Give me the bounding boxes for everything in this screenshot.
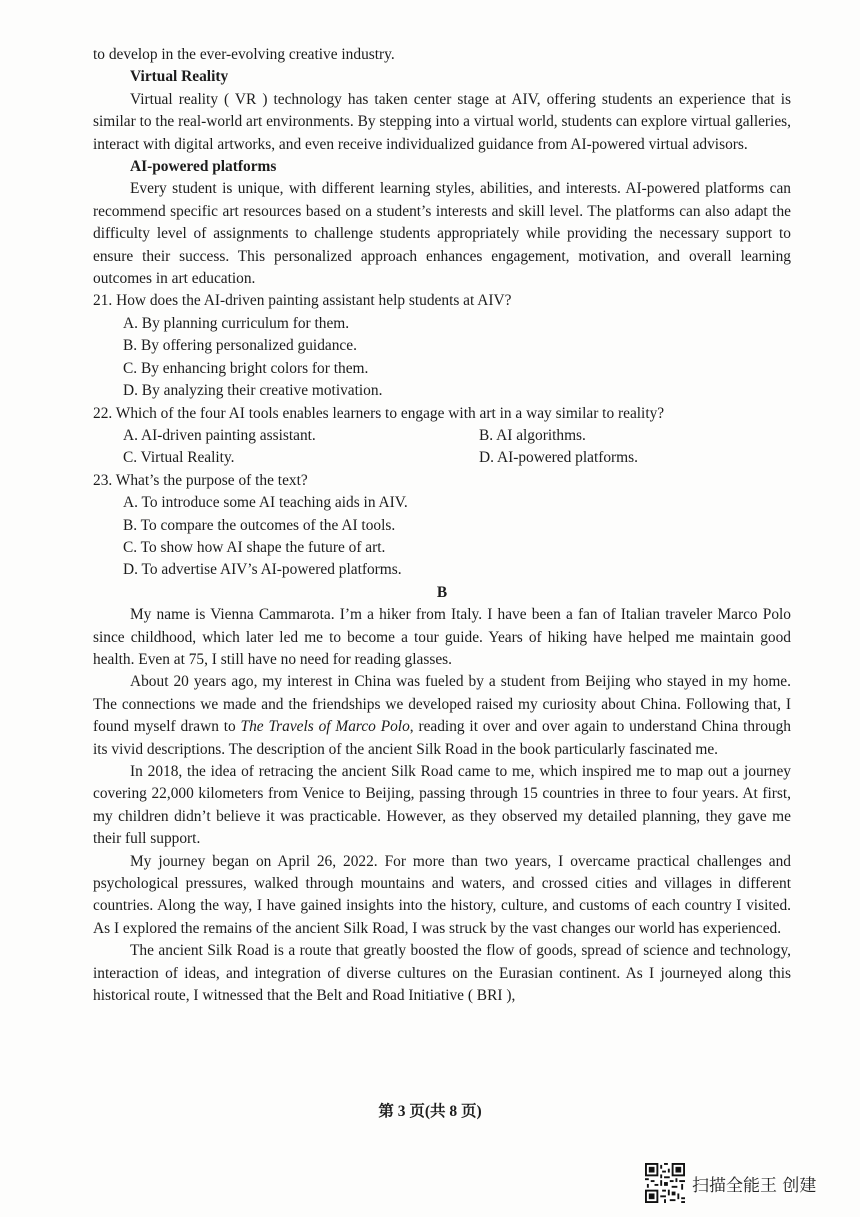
section-b-paragraph-5: The ancient Silk Road is a route that greatly boosted the flow of goods, spread of science and technology, interaction of ideas, and integration of diverse cultures on the Eurasian continent. As I journeyed along this historical route, I witnessed that the Belt and Road Initiative ( BRI ), xyxy=(93,942,791,1005)
question-22-options-row-2 xyxy=(123,447,791,469)
question-23-option-a[interactable]: A. To introduce some AI teaching aids in AIV. xyxy=(123,494,408,512)
question-21-option-d[interactable]: D. By analyzing their creative motivation. xyxy=(123,382,383,400)
question-21-option-b[interactable]: B. By offering personalized guidance. xyxy=(123,337,357,355)
section-b-label: B xyxy=(436,583,448,601)
question-23-stem: 23. What’s the purpose of the text? xyxy=(93,471,308,489)
question-23-option-d[interactable]: D. To advertise AIV’s AI-powered platforms. xyxy=(123,561,402,579)
vr-paragraph: Virtual reality ( VR ) technology has taken center stage at AIV, offering students an experience that is similar to the real-world art environments. By stepping into a virtual world, students can explore virtual galleries, interact with digital artworks, and even receive individualized guidance from AI-powered virtual advisors. xyxy=(93,90,791,153)
vr-heading: Virtual Reality xyxy=(130,68,229,86)
question-23-option-c[interactable]: C. To show how AI shape the future of art. xyxy=(123,538,386,556)
qr-code-icon xyxy=(645,1163,685,1203)
question-22-option-b[interactable]: B. AI algorithms. xyxy=(479,426,586,444)
question-22-option-c[interactable]: C. Virtual Reality. xyxy=(123,449,235,467)
ai-platforms-heading: AI-powered platforms xyxy=(130,158,277,176)
question-21-stem: 21. How does the AI-driven painting assistant help students at AIV? xyxy=(93,292,512,310)
document-page xyxy=(93,44,791,1007)
intro-continuation: to develop in the ever-evolving creative industry. xyxy=(93,46,395,63)
page-number: 第 3 页(共 8 页) xyxy=(378,1103,482,1120)
scanner-watermark xyxy=(645,1163,816,1203)
question-22-option-a[interactable]: A. AI-driven painting assistant. xyxy=(123,426,316,444)
question-22-option-d[interactable]: D. AI-powered platforms. xyxy=(479,449,638,467)
book-title: The Travels of Marco Polo xyxy=(240,718,410,736)
question-22-options-row-1 xyxy=(123,425,791,447)
paragraph-2-text-b: , reading it over and over again to understand China through its vivid descriptions. The description of the ancient Silk Road in the book particularly fascinated me. xyxy=(93,718,791,758)
question-21-option-c[interactable]: C. By enhancing bright colors for them. xyxy=(123,359,369,377)
section-b-paragraph-3: In 2018, the idea of retracing the ancient Silk Road came to me, which inspired me to map out a journey covering 22,000 kilometers from Venice to Beijing, passing through 15 countries in three to four years. At first, my children didn’t believe it was practicable. However, as they observed my detailed planning, they gave me their full support. xyxy=(93,763,791,848)
question-23-option-b[interactable]: B. To compare the outcomes of the AI tools. xyxy=(123,516,396,534)
section-b-paragraph-1: My name is Vienna Cammarota. I’m a hiker from Italy. I have been a fan of Italian traveler Marco Polo since childhood, which later led me to become a tour guide. Years of hiking have helped me maintain good health. Even at 75, I still have no need for reading glasses. xyxy=(93,606,791,668)
ai-platforms-paragraph: Every student is unique, with different learning styles, abilities, and interests. AI-powered platforms can recommend specific art resources based on a student’s interests and skill level. The platforms can also adapt the difficulty level of assignments to challenge students appropriately while providing the necessary support to ensure their success. This personalized approach enhances engagement, motivation, and overall learning outcomes in art education. xyxy=(93,180,791,288)
section-b-paragraph-2 xyxy=(93,671,791,761)
question-22-stem: 22. Which of the four AI tools enables learners to engage with art in a way similar to reality? xyxy=(93,404,665,422)
section-b-paragraph-4: My journey began on April 26, 2022. For more than two years, I overcame practical challenges and psychological pressures, walked through mountains and waters, and crossed cities and villages in different countries. Along the way, I have gained insights into the history, culture, and customs of each country I visited. As I explored the remains of the ancient Silk Road, I was struck by the vast changes our world has experienced. xyxy=(93,852,791,937)
scanner-watermark-text: 扫描全能王 创建 xyxy=(692,1175,817,1196)
question-21-option-a[interactable]: A. By planning curriculum for them. xyxy=(123,314,350,332)
paragraph-2-text-a: About 20 years ago, my interest in China was fueled by a student from Beijing who stayed in my home. The connections we made and the friendships we developed raised my curiosity about China. Following that, I found myself drawn to xyxy=(93,673,791,736)
